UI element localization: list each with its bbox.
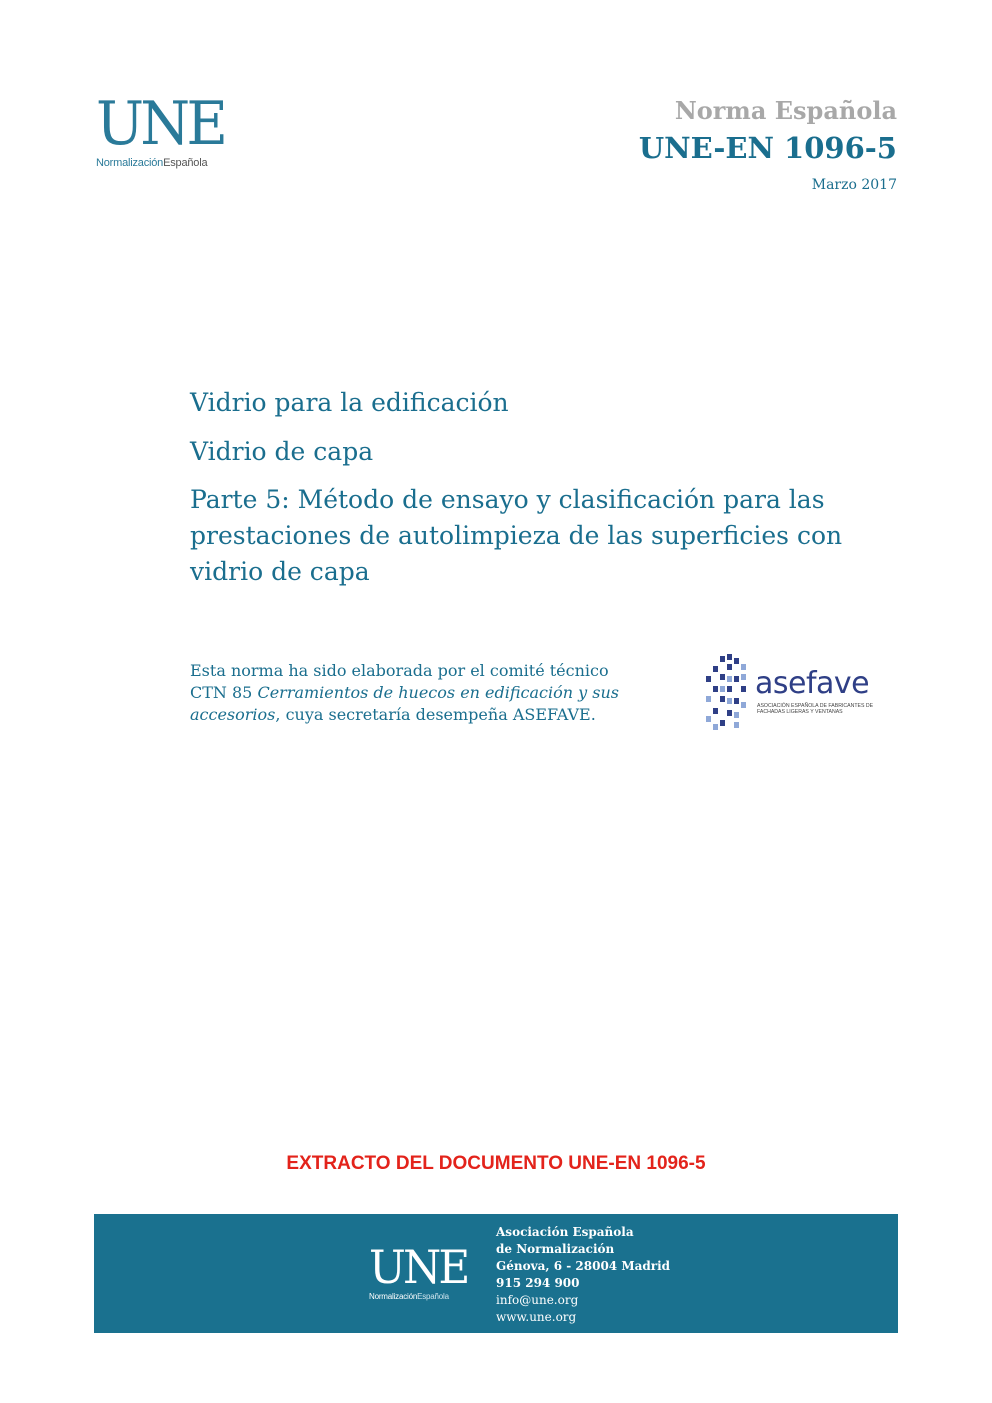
footer-band [94, 1214, 898, 1333]
committee-text-b: , cuya secretaría desempeña ASEFAVE. [275, 705, 596, 724]
footer-email-link[interactable]: info@une.org [496, 1293, 579, 1307]
document-code: UNE-EN 1096-5 [638, 131, 897, 165]
title-line-1: Vidrio para la edificación [190, 388, 509, 417]
document-date: Marzo 2017 [811, 177, 897, 193]
footer-address: Génova, 6 - 28004 Madrid [496, 1259, 671, 1273]
title-line-3: Parte 5: Método de ensayo y clasificación para las prestaciones de autolimpieza de las superficies con vidrio de capa [190, 485, 843, 586]
footer-contact-info [496, 1224, 796, 1326]
committee-name: Cerramientos de huecos en edificación y sus accesorios [190, 683, 619, 724]
asefave-wordmark: asefave [755, 666, 870, 701]
footer-tag-espanola: Española [417, 1292, 449, 1301]
asefave-logo [700, 652, 890, 732]
footer-phone: 915 294 900 [496, 1276, 580, 1290]
committee-text-a: Esta norma ha sido elaborada por el comité técnico CTN 85 [190, 661, 609, 702]
footer-tag-normalizacion: Normalización [369, 1292, 418, 1301]
footer-logo-word: UNE [369, 1240, 468, 1294]
footer-une-logo [369, 1240, 479, 1314]
asefave-subtitle: ASOCIACIÓN ESPAÑOLA DE FABRICANTES DE FACHADAS LIGERAS Y VENTANAS [757, 703, 874, 715]
logo-tag-espanola: Española [163, 157, 208, 169]
extract-note: EXTRACTO DEL DOCUMENTO UNE-EN 1096-5 [286, 1153, 706, 1174]
title-line-2: Vidrio de capa [190, 437, 374, 466]
footer-web-link[interactable]: www.une.org [496, 1310, 577, 1324]
asefave-building-icon [700, 652, 756, 732]
une-logo-word: UNE [96, 89, 225, 159]
norma-label: Norma Española [674, 96, 897, 125]
logo-tag-normalizacion: Normalización [96, 157, 164, 169]
footer-org-line-1: Asociación Española [496, 1225, 634, 1239]
une-logo [96, 89, 246, 174]
footer-org-line-2: de Normalización [496, 1242, 615, 1256]
committee-note [190, 660, 650, 726]
